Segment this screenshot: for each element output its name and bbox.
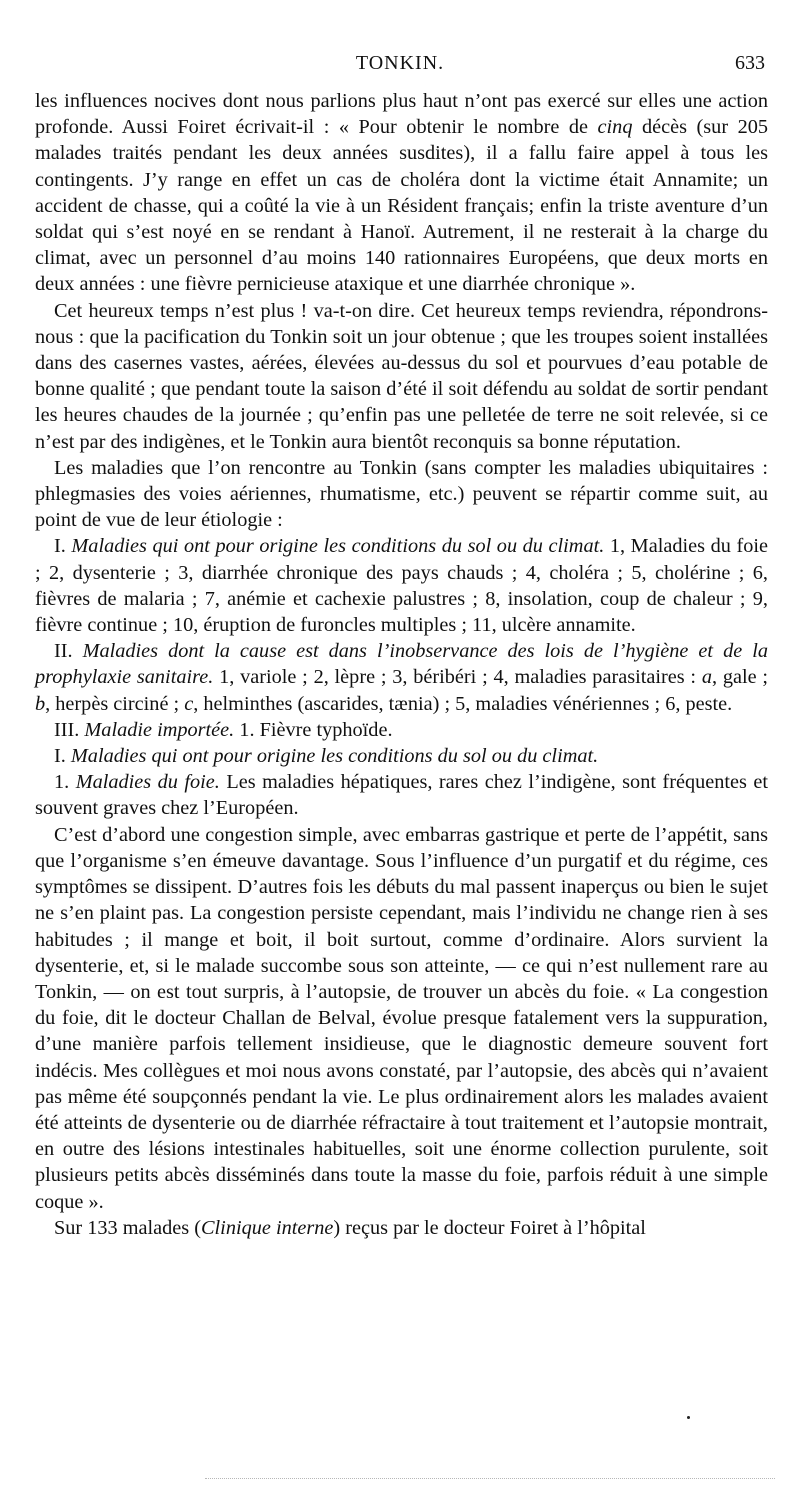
running-title: TONKIN. (355, 52, 445, 74)
list-item: II. Maladies dont la cause est dans l’inobservance des lois de l’hygiène et de la prophylaxie sanitaire. 1, variole ; 2, lèpre ; 3, béribéri ; 4, maladies parasitaires : a, gale ; b, herpès circiné ; c, helminthes (ascarides, tænia) ; 5, maladies vénériennes ; 6, peste. (35, 640, 769, 715)
paragraph: Cet heureux temps n’est plus ! va-t-on dire. Cet heureux temps reviendra, répondrons-nous : que la pacification du Tonkin soit un jour obtenue ; que les troupes soient installées dans des casernes vastes, aérées, élevées au-dessus du sol et pourvues d’eau potable de bonne qualité ; que pendant toute la saison d’été il soit défendu au soldat de sortir pendant les heures chaudes de la journée ; qu’enfin pas une pelletée de terre ne soit relevée, si ce n’est par des indigènes, et le Tonkin aura bientôt reconquis sa bonne réputation. (35, 299, 768, 453)
list-item: III. Maladie importée. 1. Fièvre typhoïde. (54, 718, 393, 741)
paragraph: Sur 133 malades (Clinique interne) reçus par le docteur Foiret à l’hôpital (54, 1216, 646, 1239)
paragraph: 1. Maladies du foie. Les maladies hépatiques, rares chez l’indigène, sont fréquentes et souvent graves chez l’Européen. (35, 771, 769, 820)
paragraph: Les maladies que l’on rencontre au Tonkin (sans compter les maladies ubiquitaires : phlegmasies des voies aériennes, rhumatisme, etc.) peuvent se répartir comme suit, au point de vue de leur étiologie : (35, 456, 768, 532)
paragraph: C’est d’abord une congestion simple, avec embarras gastrique et perte de l’appétit, sans que l’organisme s’en émeuve davantage. Sous l’influence d’un purgatif et du régime, ces symptômes se dissipent. D’autres fois les débuts du mal passent inaperçus ou bien le sujet ne s’en plaint pas. La congestion persiste cependant, mais l’individu ne change rien à ses habitudes ; il mange et boit, il boit surtout, comme d’ordinaire. Alors survient la dysenterie, et, si le malade succombe sous son atteinte, — ce qui n’est nullement rare au Tonkin, — on est tout surpris, à l’autopsie, de trouver un abcès du foie. « La congestion du foie, dit le docteur Challan de Belval, évolue presque fatalement vers la suppuration, d’une manière parfois tellement insidieuse, que le diagnostic demeure souvent fort indécis. Mes collègues et moi nous avons constaté, par l’autopsie, des abcès qui n’avaient pas même été soupçonnés pendant la vie. Le plus ordinairement alors les malades avaient été atteints de dysenterie ou de diarrhée réfractaire à tout traitement et l’autopsie montrait, en outre des lésions intestinales habituelles, soit une énorme collection purulente, soit plusieurs petits abcès disséminés dans toute la masse du foie, parfois réduit à une simple coque ». (35, 823, 768, 1213)
body-text (35, 88, 768, 1241)
ink-speck (687, 1416, 690, 1419)
list-item: I. Maladies qui ont pour origine les conditions du sol ou du climat. 1, Maladies du foie ; 2, dysenterie ; 3, diarrhée chronique des pays chauds ; 4, choléra ; 5, cholérine ; 6, fièvres de malaria ; 7, anémie et cachexie palustres ; 8, insolation, coup de chaleur ; 9, fièvre continue ; 10, éruption de furoncles multiples ; 11, ulcère annamite. (35, 535, 768, 637)
page-bottom-marks (205, 1474, 775, 1479)
section-heading: I. Maladies qui ont pour origine les conditions du sol ou du climat. (54, 745, 599, 768)
paragraph: les influences nocives dont nous parlions plus haut n’ont pas exercé sur elles une action profonde. Aussi Foiret écrivait-il : « Pour obtenir le nombre de cinq décès (sur 205 malades traités pendant les deux années susdites), il a fallu faire appel à tous les contingents. J’y range en effet un cas de choléra dont la victime était Annamite; un accident de chasse, qui a coûté la vie à un Résident français; enfin la triste aventure d’un soldat qui s’est noyé en se rendant à Hanoï. Autrement, il ne resterait à la charge du climat, avec un personnel d’au moins 140 rationnaires Européens, que deux morts en deux années : une fièvre pernicieuse ataxique et une diarrhée chronique ». (35, 90, 769, 296)
page-number: 633 (735, 52, 765, 74)
page-header (30, 52, 770, 82)
